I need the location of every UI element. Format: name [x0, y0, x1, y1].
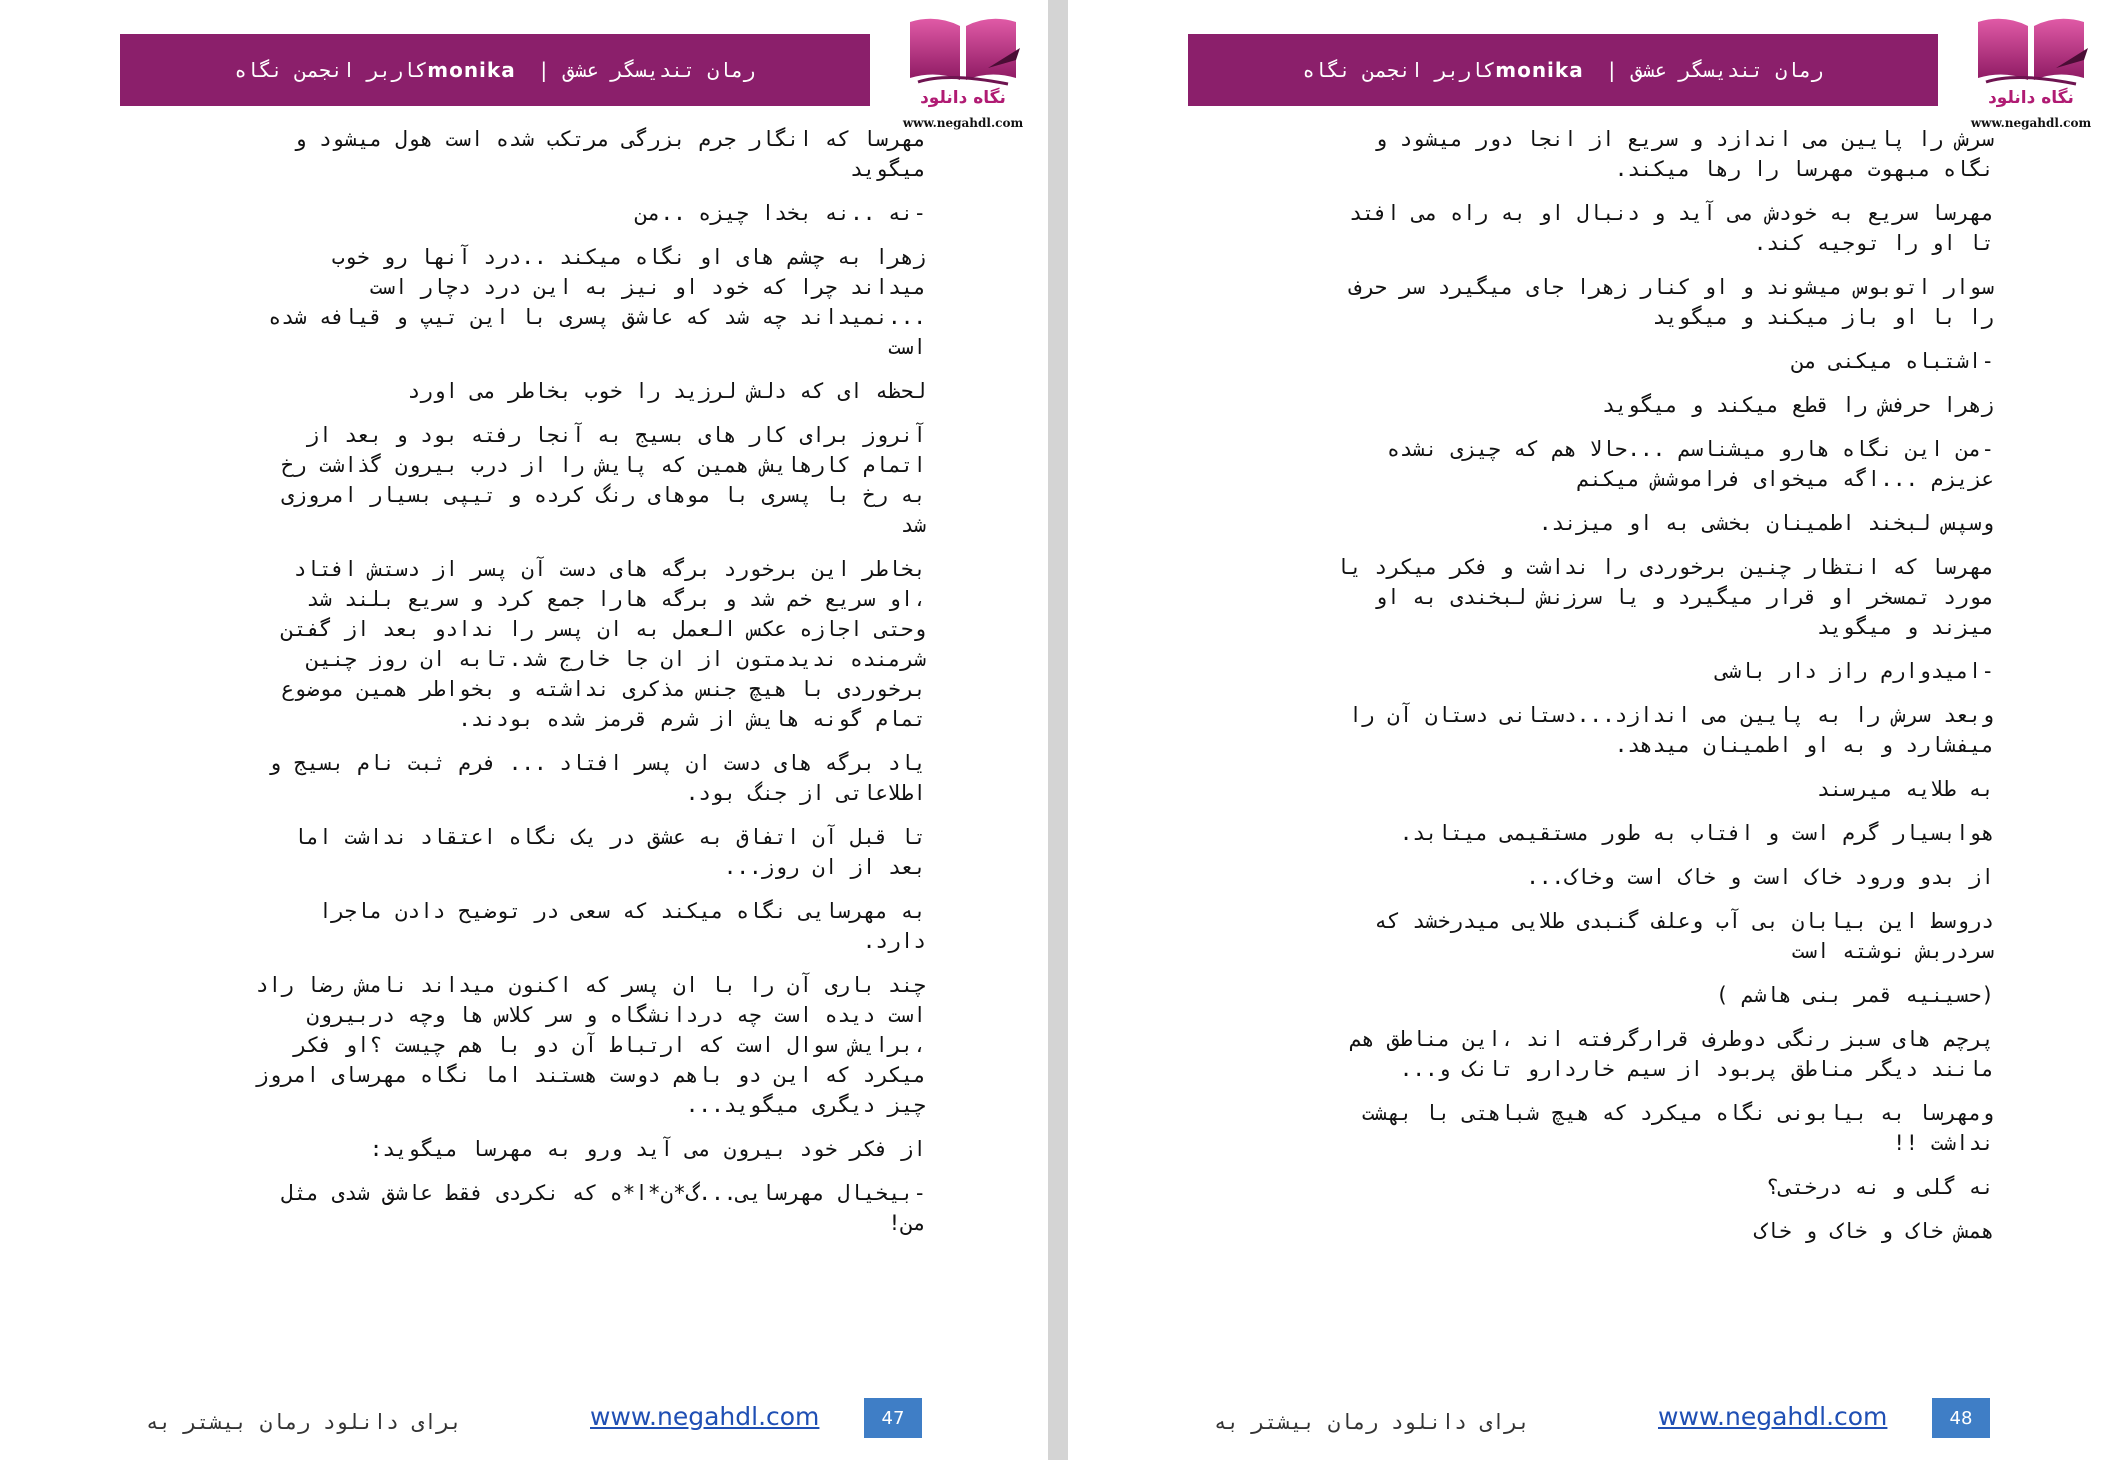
- paragraph: سرش را پایین می اندازد و سریع از انجا دور میشود و نگاه مبهوت مهرسا را رها میکند.: [1374, 127, 1994, 181]
- header-title: رمان تندیسگر عشق: [1630, 58, 1824, 82]
- paragraph: -من این نگاه هارو میشناسم ...حالا هم که چیزی نشده عزیزم ...اگه میخوای فراموشش میکنم: [1387, 437, 1994, 491]
- paragraph: از بدو ورود خاک است و خاک است وخاک...: [1526, 865, 1994, 889]
- paragraph: از فکر خود بیرون می آید ورو به مهرسا میگوید:: [369, 1137, 926, 1161]
- paragraph: یاد برگه های دست ان پسر افتاد ... فرم ثبت نام بسیج و اطلاعاتی از جنگ بود.: [268, 751, 926, 805]
- paragraph: (حسینیه قمر بنی هاشم ): [1715, 983, 1994, 1007]
- paragraph: سوار اتوبوس میشوند و او کنار زهرا جای میگیرد سر حرف را با او باز میکند و میگوید: [1349, 275, 1994, 329]
- page-47: [0, 0, 1048, 1460]
- paragraph: همش خاک و خاک و خاک: [1753, 1219, 1994, 1243]
- page-text: [1198, 124, 1994, 1260]
- paragraph: -اشتباه میکنی من: [1791, 349, 1994, 373]
- paragraph: ومهرسا به بیابونی نگاه میکرد که هیچ شباهتی با بهشت نداشت !!: [1361, 1101, 1994, 1155]
- paragraph: مهرسا که انگار جرم بزرگی مرتکب شده است هول میشود و میگوید: [293, 127, 926, 181]
- paragraph: به طلایه میرسند: [1816, 777, 1994, 801]
- paragraph: پرچم های سبز رنگی دوطرف قرارگرفته اند ،این مناطق هم مانند دیگر مناطق پربود از سیم خاردارو تانک و...: [1349, 1027, 1994, 1081]
- header-user: monika: [1495, 58, 1584, 82]
- paragraph: زهرا حرفش را قطع میکند و میگوید: [1602, 393, 1994, 417]
- page-text: [130, 124, 926, 1252]
- book-logo-icon: [1956, 8, 2106, 130]
- page-header: [1188, 34, 1938, 106]
- paragraph: -بیخیال مهرسایی...گ*ن*ا*ه که نکردی فقط عاشق شدی مثل من!: [281, 1181, 926, 1235]
- page-header: [120, 34, 870, 106]
- footer-link[interactable]: www.negahdl.com: [1658, 1402, 1888, 1431]
- header-title: رمان تندیسگر عشق: [562, 58, 756, 82]
- paragraph: مهرسا سریع به خودش می آید و دنبال او به راه می افتد تا او را توجیه کند.: [1349, 201, 1994, 255]
- page-48: [1068, 0, 2116, 1460]
- paragraph: نه گلی و نه درختی؟: [1766, 1175, 1994, 1199]
- paragraph: لحظه ای که دلش لرزید را خوب بخاطر می اورد: [407, 379, 926, 403]
- header-role: کاربر انجمن نگاه: [1302, 58, 1496, 82]
- logo-brand: نگاه دانلود: [920, 88, 1006, 108]
- header-role: کاربر انجمن نگاه: [234, 58, 428, 82]
- footer-link[interactable]: www.negahdl.com: [590, 1402, 820, 1431]
- paragraph: به مهرسایی نگاه میکند که سعی در توضیح دادن ماجرا دارد.: [319, 899, 926, 953]
- header-user: monika: [427, 58, 516, 82]
- book-logo-icon: [888, 8, 1038, 130]
- paragraph: -امیدوارم راز دار باشی: [1715, 659, 1994, 683]
- paragraph: زهرا به چشم های او نگاه میکند ..درد آنها رو خوب میداند چرا که خود او نیز به این درد دچار است ...نمیداند چه شد که عاشق پسری با این تیپ و قیافه شده است: [268, 245, 926, 359]
- paragraph: آنروز برای کار های بسیج به آنجا رفته بود و بعد از اتمام کارهایش همین که پایش را از درب بیرون گذاشت رخ به رخ با پسری با موهای رنگ کرده و تیپی بسیار امروزی شد: [281, 423, 926, 537]
- header-separator: |: [537, 58, 551, 82]
- paragraph: وبعد سرش را به پایین می اندازد...دستانی دستان آن را میفشارد و به او اطمینان میدهد.: [1349, 703, 1994, 757]
- paragraph: وسپس لبخند اطمینان بخشی به او میزند.: [1538, 511, 1994, 535]
- paragraph: مهرسا که انتظار چنین برخوردی را نداشت و فکر میکرد یا مورد تمسخر او قرار میگیرد و یا سرزنش لبخندی به او میزند و میگوید: [1336, 555, 1994, 639]
- footer-text: برای دانلود رمان بیشتر به: [146, 1410, 463, 1434]
- paragraph: دروسط این بیابان بی آب وعلف گنبدی طلایی میدرخشد که سردربش نوشته است: [1374, 909, 1994, 963]
- page-footer: [140, 1398, 930, 1442]
- logo-site: www.negahdl.com: [902, 116, 1024, 130]
- logo-brand: نگاه دانلود: [1988, 88, 2074, 108]
- site-logo[interactable]: [1956, 8, 2106, 130]
- page-number: 47: [864, 1398, 922, 1438]
- page-footer: [1208, 1398, 1998, 1442]
- footer-text: برای دانلود رمان بیشتر به: [1214, 1410, 1531, 1434]
- logo-site: www.negahdl.com: [1970, 116, 2092, 130]
- page-number: 48: [1932, 1398, 1990, 1438]
- page-gutter: [1048, 0, 1068, 1460]
- paragraph: -نه ..نه بخدا چیزه ..من: [635, 201, 926, 225]
- site-logo[interactable]: [888, 8, 1038, 130]
- paragraph: هوابسیار گرم است و افتاب به طور مستقیمی میتابد.: [1399, 821, 1994, 845]
- header-separator: |: [1605, 58, 1619, 82]
- paragraph: بخاطر این برخورد برگه های دست آن پسر از دستش افتاد ،او سریع خم شد و برگه هارا جمع کرد و سریع بلند شد وحتی اجازه عکس العمل به ان پسر را ندادو بعد از گفتن شرمنده ندیدمتون از ان جا خارج شد.تابه ان روز چنین برخوردی با هیچ جنس مذکری نداشته و بخواطر همین موضوع تمام گونه هایش از شرم قرمز شده بودند.: [281, 557, 926, 731]
- paragraph: چند باری آن را با ان پسر که اکنون میداند نامش رضا راد است دیده است چه دردانشگاه و سر کلاس ها وچه دربیرون ،برایش سوال است که ارتباط آن دو با هم چیست ؟او فکر میکرد که این دو باهم دوست هستند اما نگاه مهرسای امروز چیز دیگری میگوید...: [255, 973, 926, 1117]
- paragraph: تا قبل آن اتفاق به عشق در یک نگاه اعتقاد نداشت اما بعد از ان روز...: [293, 825, 926, 879]
